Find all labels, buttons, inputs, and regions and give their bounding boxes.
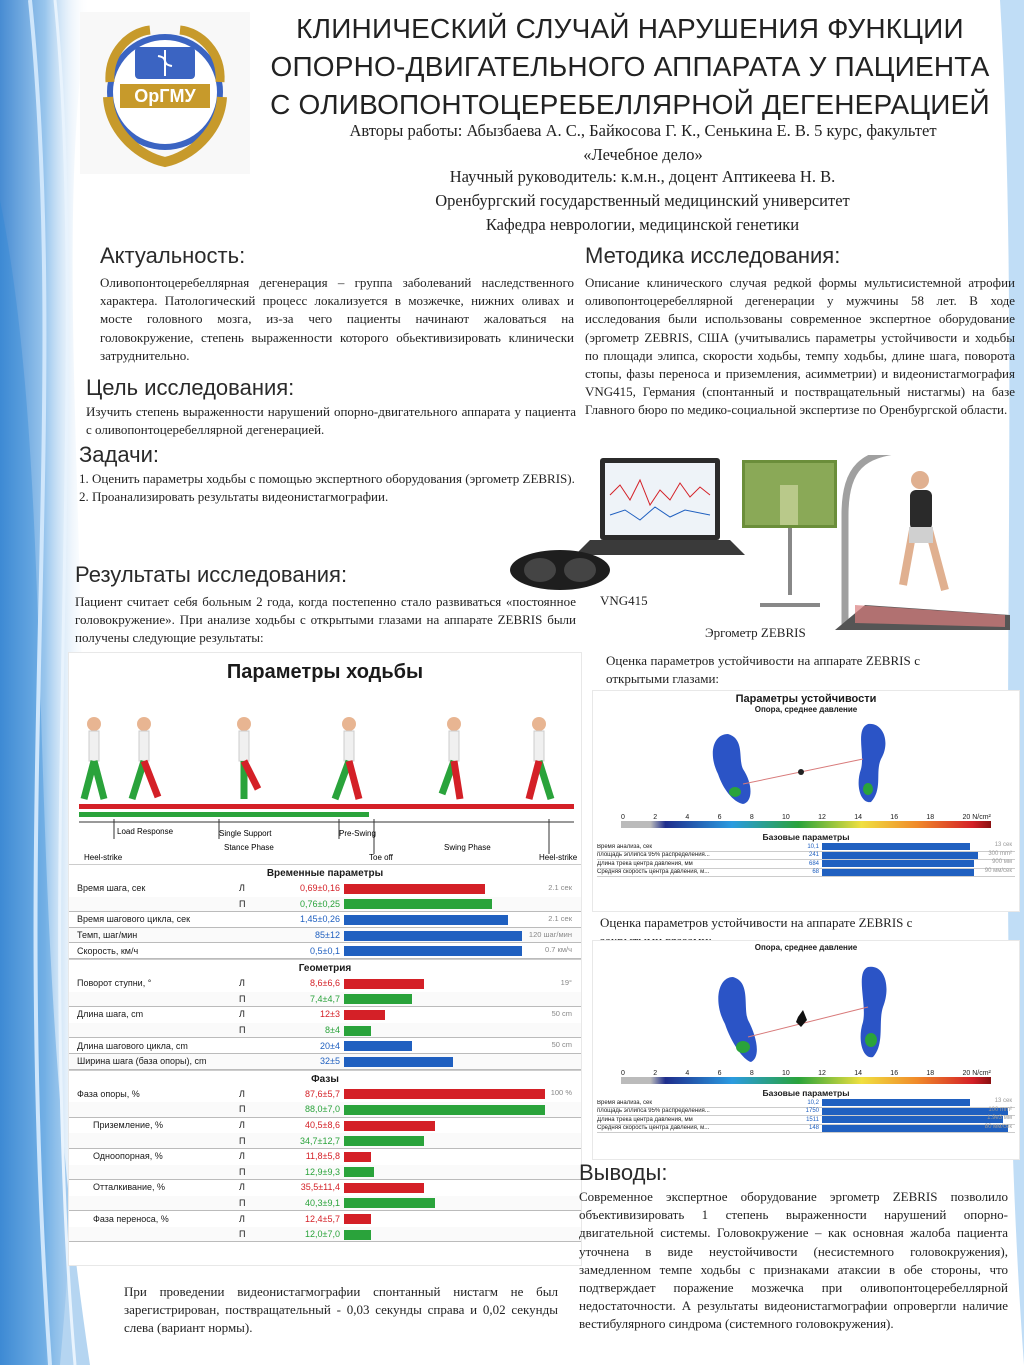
phase-bar-right xyxy=(79,812,369,817)
left-foot-pressure xyxy=(718,977,757,1062)
bar-track xyxy=(344,930,572,941)
bar-track xyxy=(344,914,572,925)
bar-track xyxy=(344,898,572,909)
param-label: Средняя скорость центра давления, м... xyxy=(597,869,710,876)
row-value: 87,6±5,7 xyxy=(305,1088,340,1099)
param-label: площадь эллипса 95% распределения... xyxy=(597,1108,710,1115)
value-bar xyxy=(344,1136,424,1146)
reference-value: 120 шаг/мин xyxy=(528,929,572,939)
param-value: 684 xyxy=(808,860,819,867)
param-value: 10,1 xyxy=(807,843,819,850)
task-item: 2. Проанализировать результаты видеонистагмографии. xyxy=(79,489,389,505)
param-bar-track xyxy=(822,860,1012,867)
param-bar xyxy=(822,843,970,850)
method-heading: Методика исследования: xyxy=(585,243,841,268)
gait-phase-diagram xyxy=(69,684,583,864)
scale-tick: 20 N/cm² xyxy=(962,814,991,821)
gait-row xyxy=(69,881,581,897)
phase-label: Load Response xyxy=(117,827,174,836)
pressure-scale-bar xyxy=(621,821,991,828)
param-value: 1511 xyxy=(806,1116,819,1123)
reference-value: 50 cm xyxy=(551,1008,572,1018)
row-label: Время шага, сек xyxy=(77,883,146,894)
row-label: Фаза переноса, % xyxy=(93,1213,169,1224)
base-param-row xyxy=(597,1108,1015,1117)
row-value: 7,4±4,7 xyxy=(310,993,340,1004)
scale-tick: 10 xyxy=(782,814,790,821)
row-side: Л xyxy=(239,1213,245,1224)
zebris-caption: Эргометр ZEBRIS xyxy=(705,625,806,640)
row-side: Л xyxy=(239,1151,245,1162)
bar-track xyxy=(344,1213,572,1224)
gait-row xyxy=(69,1007,581,1023)
row-side: П xyxy=(239,993,246,1004)
bar-track xyxy=(344,1197,572,1208)
value-bar xyxy=(344,1121,435,1131)
scale-tick: 18 xyxy=(926,1070,935,1077)
param-value: 68 xyxy=(812,869,819,876)
gait-row xyxy=(69,943,581,959)
title-line: ОПОРНО-ДВИГАТЕЛЬНОГО АППАРАТА У ПАЦИЕНТА xyxy=(270,51,990,82)
row-label: Приземление, % xyxy=(93,1120,163,1131)
row-value: 8±4 xyxy=(325,1025,340,1036)
affiliation xyxy=(300,165,985,237)
row-value: 85±12 xyxy=(315,930,340,941)
row-label: Время шагового цикла, сек xyxy=(77,914,191,925)
bar-track xyxy=(344,945,572,956)
bar-track xyxy=(344,1056,572,1067)
value-bar xyxy=(344,979,424,989)
gait-row xyxy=(69,912,581,928)
value-bar xyxy=(344,884,485,894)
stability-closed-caption: Оценка параметров устойчивости на аппарате ZEBRIS с xyxy=(600,915,913,930)
row-label: Ширина шага (база опоры), cm xyxy=(77,1056,207,1067)
row-side: Л xyxy=(239,1009,245,1020)
value-bar xyxy=(344,1167,374,1177)
gait-row xyxy=(69,928,581,944)
equipment-photo xyxy=(505,455,1024,640)
value-bar xyxy=(344,931,522,941)
param-label: Средняя скорость центра давления, м... xyxy=(597,1125,710,1132)
bar-track xyxy=(344,993,572,1004)
param-bar-track xyxy=(822,1108,1012,1115)
department: Кафедра неврологии, медицинской генетики xyxy=(485,215,800,234)
scale-tick: 6 xyxy=(717,1070,722,1077)
param-bar-track xyxy=(822,1099,1012,1106)
bar-track xyxy=(344,1166,572,1177)
scale-tick: 4 xyxy=(685,1070,690,1077)
gait-row xyxy=(69,1087,581,1103)
param-label: площадь эллипса 95% распределения... xyxy=(597,852,710,859)
row-value: 40,5±8,6 xyxy=(305,1120,340,1131)
param-bar xyxy=(822,852,978,859)
row-side: Л xyxy=(239,1120,245,1131)
base-param-row xyxy=(597,852,1015,861)
phase-label: Stance Phase xyxy=(224,843,274,852)
row-side: П xyxy=(239,1166,246,1177)
gait-parameters-panel xyxy=(68,652,582,1266)
bar-track xyxy=(344,1182,572,1193)
param-reference: 13 сек xyxy=(994,842,1012,849)
base-params-title: Базовые параметры xyxy=(762,1088,850,1098)
base-params-rows xyxy=(597,1099,1015,1133)
row-value: 12,4±5,7 xyxy=(305,1213,340,1224)
right-foot-pressure xyxy=(859,724,886,802)
scale-tick: 12 xyxy=(818,814,826,821)
footprint-map-open xyxy=(593,714,1021,814)
base-param-row xyxy=(597,860,1015,869)
stability-title: Параметры устойчивости xyxy=(735,693,877,705)
phase-bar-left xyxy=(79,804,574,809)
supervisor: Научный руководитель: к.м.н., доцент Аптикеева Н. В. xyxy=(449,167,836,186)
param-value: 148 xyxy=(808,1125,819,1132)
row-side: Л xyxy=(239,1182,245,1193)
phase-label: Single Support xyxy=(219,829,272,838)
stability-subtitle: Опора, среднее давление xyxy=(754,705,858,714)
gait-row xyxy=(69,976,581,992)
scale-tick: 10 xyxy=(782,1070,790,1077)
param-bar xyxy=(822,1116,1003,1123)
row-label: Длина шагового цикла, cm xyxy=(77,1040,188,1051)
param-bar-track xyxy=(822,869,1012,876)
base-param-row xyxy=(597,1125,1015,1134)
relevance-heading: Актуальность: xyxy=(100,243,246,268)
gait-row xyxy=(69,1023,581,1039)
authors xyxy=(268,119,1018,167)
param-bar xyxy=(822,860,974,867)
university: Оренбургский государственный медицинский университет xyxy=(435,191,850,210)
left-foot-pressure xyxy=(713,734,751,804)
phase-label: Heel-strike xyxy=(84,853,123,862)
gait-row xyxy=(69,1102,581,1118)
bar-track xyxy=(344,1009,572,1020)
stability-open-caption: Оценка параметров устойчивости на аппарате ZEBRIS с открытыми глазами: xyxy=(606,653,920,687)
value-bar xyxy=(344,994,412,1004)
stability-closed-panel xyxy=(592,940,1020,1160)
base-params-rows xyxy=(597,843,1015,877)
stability-open-panel xyxy=(592,690,1020,912)
pressure-scale xyxy=(621,1070,991,1084)
row-side: П xyxy=(239,1025,246,1036)
value-bar xyxy=(344,1105,545,1115)
value-bar xyxy=(344,1041,412,1051)
param-bar-track xyxy=(822,1125,1012,1132)
gait-row xyxy=(69,1211,581,1227)
scale-tick: 2 xyxy=(653,1070,658,1077)
param-bar-track xyxy=(822,1116,1012,1123)
row-value: 20±4 xyxy=(320,1040,340,1051)
row-value: 12±3 xyxy=(320,1009,340,1020)
base-param-row xyxy=(597,843,1015,852)
title-line: КЛИНИЧЕСКИЙ СЛУЧАЙ НАРУШЕНИЯ ФУНКЦИИ xyxy=(296,13,964,44)
row-side: П xyxy=(239,1197,246,1208)
row-value: 1,45±0,26 xyxy=(300,914,340,925)
gait-row xyxy=(69,1196,581,1212)
value-bar xyxy=(344,946,522,956)
param-value: 10,2 xyxy=(807,1099,819,1106)
walker-figures xyxy=(84,717,551,799)
scale-tick: 16 xyxy=(890,1070,899,1077)
param-label: Длина трека центра давления, мм xyxy=(597,1116,693,1123)
reference-value: 2.1 сек xyxy=(548,882,572,892)
param-bar-track xyxy=(822,843,1012,850)
pressure-scale xyxy=(621,814,991,828)
vng-result-text: При проведении видеонистагмографии спонтанный нистагм не был зарегистрирован, поствращательный - 0,03 секунды справа и 0,02 секунды слева (вариант нормы). xyxy=(124,1284,558,1336)
goal-text: Изучить степень выраженности нарушений опорно-двигательного аппарата у пациента с оливопонтоцеребеллярной дегенерацией. xyxy=(86,404,576,438)
bar-track xyxy=(344,883,572,894)
method-text: Описание клинического случая редкой формы мультисистемной атрофии оливопонтоцеребеллярной дегенерации у мужчины 58 лет. В ходе исследования были использованы современное экспертное оборудование (эргометр ZEBRIS, США (учитывались параметры устойчивости и ходьбы по площади элипса, скорости ходьбы, темпу ходьбы, длине шага, поворота стопы, фазы переноса и приземления, асимметрии) и видеонистагмография VNG415, Германия (спонтанный и поствращательный нистагмы) на базе Главного бюро по медико-социальной экспертизе по Оренбургской области. xyxy=(585,275,1015,418)
gait-tables xyxy=(69,864,581,1242)
results-text: Пациент считает себя больным 2 года, когда постепенно стало развиваться «постоянное головокружение». При анализе ходьбы с открытыми глазами на аппарате ZEBRIS были получены следующие результаты: xyxy=(75,594,576,646)
gait-row xyxy=(69,1180,581,1196)
param-reference: 900 мм xyxy=(992,859,1012,866)
value-bar xyxy=(344,1089,545,1099)
stability-subtitle: Опора, среднее давление xyxy=(754,943,858,952)
bar-track xyxy=(344,1025,572,1036)
param-reference: 13 сек xyxy=(994,1098,1012,1105)
scale-tick: 2 xyxy=(653,814,658,821)
scale-tick: 20 N/cm² xyxy=(962,1070,991,1077)
row-value: 0,5±0,1 xyxy=(310,945,340,956)
phase-label: Swing Phase xyxy=(444,843,491,852)
row-side: П xyxy=(239,898,246,909)
scale-tick: 14 xyxy=(854,814,862,821)
scale-tick: 4 xyxy=(685,814,690,821)
base-param-row xyxy=(597,1116,1015,1125)
gait-title: Параметры ходьбы xyxy=(226,661,424,683)
gait-row xyxy=(69,1149,581,1165)
row-label: Одноопорная, % xyxy=(93,1151,163,1162)
base-params-title: Базовые параметры xyxy=(762,832,850,842)
row-value: 32±5 xyxy=(320,1056,340,1067)
tasks-heading: Задачи: xyxy=(79,442,159,467)
reference-value: 50 cm xyxy=(551,1040,572,1050)
param-bar-track xyxy=(822,852,1012,859)
conclusions-heading: Выводы: xyxy=(579,1160,668,1185)
row-value: 0,69±0,16 xyxy=(300,883,340,894)
value-bar xyxy=(344,1183,424,1193)
row-label: Поворот ступни, ° xyxy=(77,978,152,989)
param-value: 241 xyxy=(808,852,819,859)
scale-tick: 14 xyxy=(854,1070,862,1077)
bar-track xyxy=(344,1088,572,1099)
pressure-scale-bar xyxy=(621,1077,991,1084)
gait-row xyxy=(69,992,581,1008)
row-side: П xyxy=(239,1229,246,1240)
value-bar xyxy=(344,1026,371,1036)
param-bar xyxy=(822,869,974,876)
row-value: 8,6±6,6 xyxy=(310,978,340,989)
gait-row xyxy=(69,897,581,913)
reference-value: 0.7 км/ч xyxy=(545,945,572,955)
footprint-map-closed xyxy=(593,952,1021,1070)
row-value: 88,0±7,0 xyxy=(305,1104,340,1115)
value-bar xyxy=(344,915,508,925)
base-param-row xyxy=(597,1099,1015,1108)
bar-track xyxy=(344,1104,572,1115)
authors-line: «Лечебное дело» xyxy=(583,145,703,164)
value-bar xyxy=(344,1010,385,1020)
scale-tick: 16 xyxy=(890,814,899,821)
gait-row xyxy=(69,1054,581,1070)
param-bar xyxy=(822,1099,970,1106)
row-label: Темп, шаг/мин xyxy=(77,930,138,941)
phase-label: Heel-strike xyxy=(539,853,578,862)
scale-tick: 18 xyxy=(926,814,935,821)
value-bar xyxy=(344,1198,435,1208)
param-value: 1750 xyxy=(805,1108,819,1115)
task-item: 1. Оценить параметры ходьбы с помощью экспертного оборудования (эргометр ZEBRIS). xyxy=(79,471,575,486)
relevance-text: Оливопонтоцеребеллярная дегенерация – группа заболеваний наследственного характера. Патологический процесс локализуется в мозжечке, нижних оливах и мосте головного мозга, из-за чего пациенты начинают жаловаться на головокружение, степень выраженности которого обьективизировать клинически затруднительно. xyxy=(100,275,574,363)
scale-tick: 0 xyxy=(621,1070,625,1077)
scale-tick: 6 xyxy=(717,814,722,821)
row-value: 11,8±5,8 xyxy=(305,1151,340,1162)
param-bar xyxy=(822,1108,1008,1115)
param-reference: 80 мм/сек xyxy=(984,1123,1012,1130)
vng-caption: VNG415 xyxy=(600,593,648,608)
results-heading: Результаты исследования: xyxy=(75,562,348,587)
row-value: 34,7±12,7 xyxy=(300,1135,340,1146)
row-value: 0,76±0,25 xyxy=(300,898,340,909)
param-label: Время анализа, сек xyxy=(597,1099,652,1106)
value-bar xyxy=(344,899,492,909)
phase-label: Pre-Swing xyxy=(339,829,376,838)
row-value: 12,9±9,3 xyxy=(305,1166,340,1177)
base-param-row xyxy=(597,869,1015,878)
param-label: Длина трека центра давления, мм xyxy=(597,860,693,867)
value-bar xyxy=(344,1214,371,1224)
row-label: Фаза опоры, % xyxy=(77,1088,140,1099)
gait-row xyxy=(69,1165,581,1181)
param-reference: 1.9e3 мм xyxy=(987,1115,1012,1122)
value-bar xyxy=(344,1152,371,1162)
conclusions-text: Современное экспертное оборудование эргометр ZEBRIS позволило объективизировать 1 степень выраженности нарушений опорно-двигательной системы. Головокружение – как основная жалоба пациента уточнена в виде неустойчивости (несистемного головокружения), замедленном темпе ходьбы с признаками атаксии в обе стороны, что подтверждает поражение мозжечка при оливопонтоцеребеллярной недостаточности. А результаты видеонистагмографии опровергли наличие вестибулярного синдрома (системного головокружения). xyxy=(579,1189,1008,1332)
reference-value: 100 % xyxy=(550,1088,572,1098)
section-title: Фазы xyxy=(69,1070,581,1087)
row-side: Л xyxy=(239,1088,245,1099)
title-line: С ОЛИВОПОНТОЦЕРЕБЕЛЛЯРНОЙ ДЕГЕНЕРАЦИЕЙ xyxy=(270,89,990,120)
row-label: Скорость, км/ч xyxy=(77,945,139,956)
bar-track xyxy=(344,1120,572,1131)
section-title: Временные параметры xyxy=(69,864,581,881)
value-bar xyxy=(344,1230,371,1240)
param-bar xyxy=(822,1125,1008,1132)
bar-track xyxy=(344,1040,572,1051)
row-value: 35,5±11,4 xyxy=(300,1182,340,1193)
scale-tick: 0 xyxy=(621,814,625,821)
bar-track xyxy=(344,978,572,989)
param-reference: 300 mm² xyxy=(988,850,1012,857)
row-side: Л xyxy=(239,978,245,989)
bar-track xyxy=(344,1151,572,1162)
scale-tick: 8 xyxy=(749,814,754,821)
gait-row xyxy=(69,1038,581,1054)
row-value: 40,3±9,1 xyxy=(305,1197,340,1208)
phase-label: Toe off xyxy=(369,853,393,862)
row-side: Л xyxy=(239,883,245,894)
section-title: Геометрия xyxy=(69,959,581,976)
reference-value: 2.1 сек xyxy=(548,913,572,923)
bar-track xyxy=(344,1229,572,1240)
authors-line: Авторы работы: Абызбаева А. С., Байкосова Г. К., Сенькина Е. В. 5 курс, факультет xyxy=(349,121,937,140)
value-bar xyxy=(344,1057,453,1067)
row-value: 12,0±7,0 xyxy=(305,1229,340,1240)
row-label: Отталкивание, % xyxy=(93,1182,166,1193)
logo-text: ОрГМУ xyxy=(134,86,196,106)
param-reference: 100 mm² xyxy=(988,1106,1012,1113)
right-foot-pressure xyxy=(861,967,887,1058)
gait-row xyxy=(69,1227,581,1243)
reference-value: 19° xyxy=(560,977,572,987)
param-reference: 90 мм/сек xyxy=(984,867,1012,874)
poster-title xyxy=(240,10,1020,124)
scale-tick: 12 xyxy=(818,1070,826,1077)
gait-row xyxy=(69,1133,581,1149)
row-side: П xyxy=(239,1104,246,1115)
row-label: Длина шага, cm xyxy=(77,1009,144,1020)
tasks-list xyxy=(79,470,579,506)
row-side: П xyxy=(239,1135,246,1146)
bar-track xyxy=(344,1135,572,1146)
university-logo xyxy=(80,12,250,174)
goal-heading: Цель исследования: xyxy=(86,375,295,400)
gait-row xyxy=(69,1118,581,1134)
scale-tick: 8 xyxy=(749,1070,754,1077)
param-label: Время анализа, сек xyxy=(597,843,652,850)
